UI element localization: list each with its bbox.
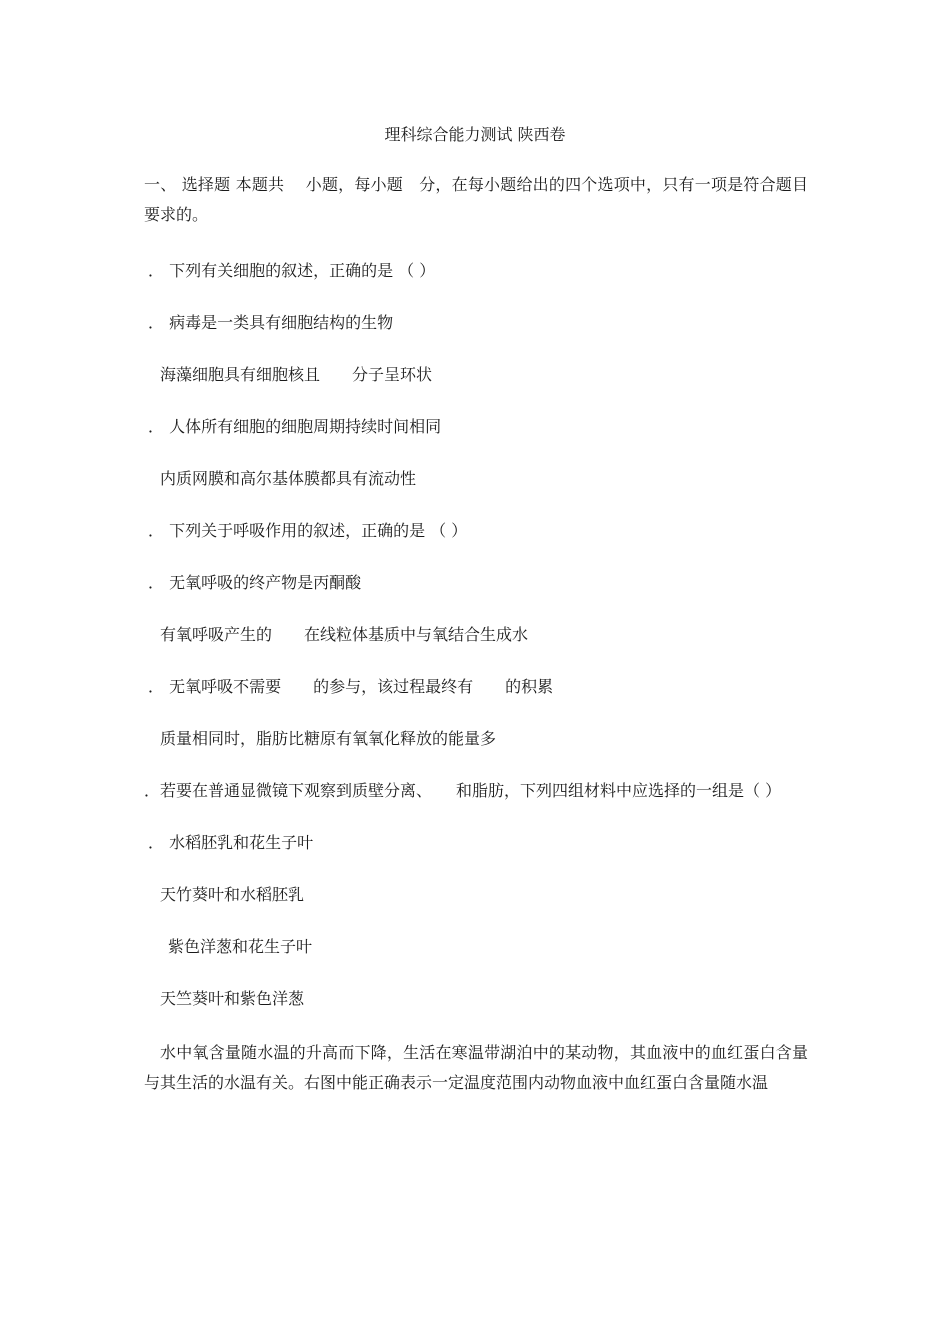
question-3-option-d: 天竺葵叶和紫色洋葱 <box>160 989 305 1008</box>
question-1-stem: ． 下列有关细胞的叙述，正确的是 （ ） <box>148 261 436 280</box>
question-2-stem: ． 下列关于呼吸作用的叙述，正确的是 （ ） <box>148 521 468 540</box>
question-4-stem: 水中氧含量随水温的升高而下降，生活在寒温带湖泊中的某动物，其血液中的血红蛋白含量与其生活的水温有关。右图中能正确表示一定温度范围内动物血液中血红蛋白含量随水温 <box>144 1043 808 1092</box>
question-2-option-c: ． 无氧呼吸不需要 的参与，该过程最终有 的积累 <box>148 677 554 696</box>
question-1-option-b: 海藻细胞具有细胞核且 分子呈环状 <box>160 365 433 384</box>
question-1-option-a: ． 病毒是一类具有细胞结构的生物 <box>148 313 394 332</box>
question-2-option-a: ． 无氧呼吸的终产物是丙酮酸 <box>148 573 362 592</box>
question-2-option-b: 有氧呼吸产生的 在线粒体基质中与氧结合生成水 <box>160 625 529 644</box>
question-1-option-c: ． 人体所有细胞的细胞周期持续时间相同 <box>148 417 442 436</box>
question-3-option-a: ． 水稻胚乳和花生子叶 <box>148 833 314 852</box>
section-header: 一、 选择题 本题共 小题，每小题 分，在每小题给出的四个选项中，只有一项是符合题目要求的。 <box>144 175 808 224</box>
question-1-option-d: 内质网膜和高尔基体膜都具有流动性 <box>160 469 417 488</box>
page-title: 理科综合能力测试 陕西卷 <box>384 125 566 144</box>
question-3-option-b: 天竹葵叶和水稻胚乳 <box>160 885 305 904</box>
question-3-option-c: 紫色洋葱和花生子叶 <box>168 937 313 956</box>
question-2-option-d: 质量相同时，脂肪比糖原有氧氧化释放的能量多 <box>160 729 497 748</box>
question-3-stem: ．若要在普通显微镜下观察到质壁分离、 和脂肪，下列四组材料中应选择的一组是（ ） <box>144 781 782 800</box>
